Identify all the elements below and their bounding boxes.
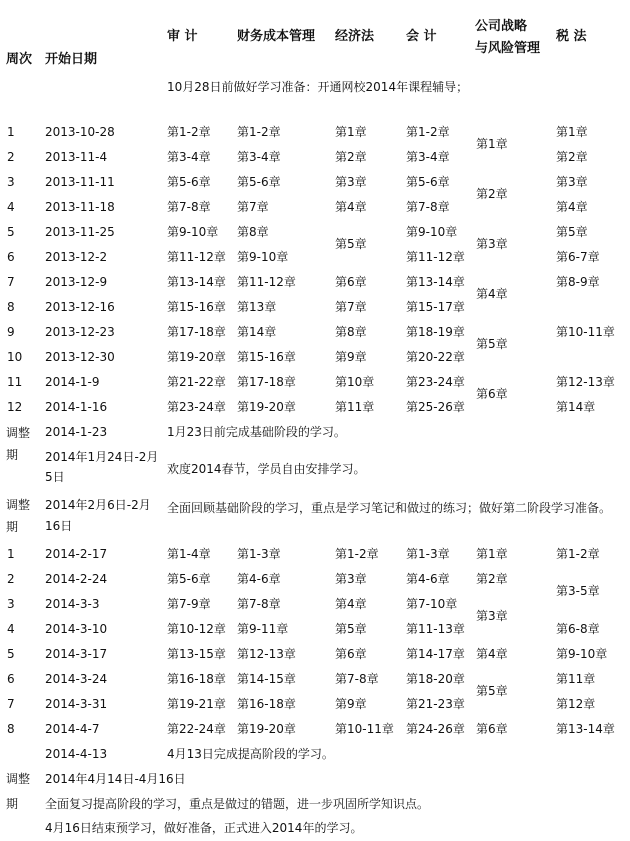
table-row-date: 2014-3-24 (45, 672, 108, 686)
table-row-week: 1 (7, 547, 15, 561)
fin-cell: 第19-20章 (237, 722, 296, 736)
strategy-merged-cell: 第5章 (476, 337, 508, 351)
table-row-week: 5 (7, 225, 15, 239)
acct-cell: 第13-14章 (406, 275, 465, 289)
table-row-date: 2014-3-31 (45, 697, 108, 711)
econ-cell: 第1章 (335, 125, 367, 139)
acct-cell: 第3-4章 (406, 150, 450, 164)
fin-cell: 第1-2章 (237, 125, 281, 139)
table-row-week: 10 (7, 350, 23, 364)
audit-cell: 第3-4章 (167, 150, 211, 164)
table-row-date: 2014-3-10 (45, 622, 108, 636)
audit-cell: 第11-12章 (167, 250, 226, 264)
audit-cell: 第9-10章 (167, 225, 219, 239)
audit-header: 审 计 (167, 29, 198, 44)
financial-cost-header: 财务成本管理 (237, 29, 316, 44)
week-header: 周次 (6, 52, 33, 67)
fin-cell: 第9-10章 (237, 250, 289, 264)
table-row-date: 2013-11-11 (45, 175, 115, 189)
strategy-merged-cell: 第2章 (476, 187, 508, 201)
econ-cell: 第6章 (335, 647, 367, 661)
stage2-end-note: 4月13日完成提高阶段的学习。 (167, 747, 334, 761)
acct-cell: 第18-19章 (406, 325, 465, 339)
tax-cell: 第12章 (556, 697, 596, 711)
table-row-date: 2014-1-9 (45, 375, 100, 389)
audit-cell: 第13-14章 (167, 275, 226, 289)
fin-cell: 第9-11章 (237, 622, 289, 636)
audit-cell: 第1-2章 (167, 125, 211, 139)
adjust-note: 全面回顾基础阶段的学习，重点是学习笔记和做过的练习；做好第二阶段学习准备。 (167, 501, 612, 515)
fin-cell: 第4-6章 (237, 572, 281, 586)
econ-cell: 第4章 (335, 200, 367, 214)
table-row-week: 6 (7, 672, 15, 686)
fin-cell: 第7章 (237, 200, 269, 214)
table-row-date: 2014-1-16 (45, 400, 108, 414)
tax-cell: 第5章 (556, 225, 588, 239)
adjust-label: 期 (6, 520, 19, 534)
acct-cell: 第20-22章 (406, 350, 465, 364)
table-row-week: 8 (7, 722, 15, 736)
holiday-note: 欢度2014春节，学员自由安排学习。 (167, 462, 366, 476)
acct-cell: 第11-12章 (406, 250, 465, 264)
fin-cell: 第19-20章 (237, 400, 296, 414)
fin-cell: 第13章 (237, 300, 277, 314)
adjust-label: 期 (6, 448, 19, 462)
table-row-date: 2014-3-3 (45, 597, 100, 611)
fin-cell: 第15-16章 (237, 350, 296, 364)
econ-cell: 第4章 (335, 597, 367, 611)
table-row-week: 5 (7, 647, 15, 661)
acct-cell: 第24-26章 (406, 722, 465, 736)
adjust-label: 期 (6, 797, 19, 811)
tax-cell: 第1-2章 (556, 547, 600, 561)
strategy-merged-cell: 第1章 (476, 137, 508, 151)
adjust-label: 调整 (6, 498, 31, 512)
table-row-date: 2013-12-16 (45, 300, 115, 314)
audit-cell: 第13-15章 (167, 647, 226, 661)
adjust-label: 调整 (6, 426, 31, 440)
tax-cell: 第9-10章 (556, 647, 608, 661)
fin-cell: 第3-4章 (237, 150, 281, 164)
audit-cell: 第22-24章 (167, 722, 226, 736)
acct-cell: 第18-20章 (406, 672, 465, 686)
fin-cell: 第17-18章 (237, 375, 296, 389)
fin-cell: 第14章 (237, 325, 277, 339)
audit-cell: 第5-6章 (167, 175, 211, 189)
fin-cell: 第16-18章 (237, 697, 296, 711)
table-row-week: 3 (7, 597, 15, 611)
econ-cell: 第6章 (335, 275, 367, 289)
tax-merged-cell: 第3-5章 (556, 584, 600, 598)
tax-cell: 第6-7章 (556, 250, 600, 264)
holiday-date: 5日 (45, 470, 65, 484)
acct-cell: 第9-10章 (406, 225, 458, 239)
audit-cell: 第16-18章 (167, 672, 226, 686)
stage2-end-date: 2014-4-13 (45, 747, 108, 761)
acct-cell: 第7-8章 (406, 200, 450, 214)
acct-cell: 第1-2章 (406, 125, 450, 139)
table-row-date: 2014-3-17 (45, 647, 108, 661)
acct-cell: 第1-3章 (406, 547, 450, 561)
table-row-week: 1 (7, 125, 15, 139)
tax-cell: 第1章 (556, 125, 588, 139)
audit-cell: 第7-8章 (167, 200, 211, 214)
holiday-date: 2014年1月24日-2月 (45, 450, 159, 464)
tax-cell: 第4章 (556, 200, 588, 214)
table-row-week: 12 (7, 400, 23, 414)
audit-cell: 第19-21章 (167, 697, 226, 711)
adjust-label: 调整 (6, 772, 31, 786)
accounting-header: 会 计 (406, 29, 437, 44)
econ-cell: 第9章 (335, 350, 367, 364)
econ-cell: 第7章 (335, 300, 367, 314)
table-row-date: 2014-2-24 (45, 572, 108, 586)
fin-cell: 第12-13章 (237, 647, 296, 661)
strategy-merged-cell: 第3章 (476, 609, 508, 623)
strategy-merged-cell: 第3章 (476, 237, 508, 251)
table-row-date: 2013-12-23 (45, 325, 115, 339)
tax-cell: 第8-9章 (556, 275, 600, 289)
adjust-note: 1月23日前完成基础阶段的学习。 (167, 425, 346, 439)
tax-law-header: 税 法 (556, 29, 587, 44)
table-row-date: 2014-4-7 (45, 722, 100, 736)
acct-cell: 第5-6章 (406, 175, 450, 189)
audit-cell: 第21-22章 (167, 375, 226, 389)
tax-cell: 第14章 (556, 400, 596, 414)
tax-cell: 第3章 (556, 175, 588, 189)
fin-cell: 第11-12章 (237, 275, 296, 289)
econ-cell: 第3章 (335, 572, 367, 586)
econ-cell: 第1-2章 (335, 547, 379, 561)
econ-cell: 第10-11章 (335, 722, 394, 736)
strategy-header-line2: 与风险管理 (475, 41, 541, 56)
table-row-date: 2013-10-28 (45, 125, 115, 139)
table-row-week: 7 (7, 697, 15, 711)
econ-cell: 第3章 (335, 175, 367, 189)
acct-cell: 第4-6章 (406, 572, 450, 586)
table-row-week: 2 (7, 572, 15, 586)
acct-cell: 第7-10章 (406, 597, 458, 611)
econ-cell: 第2章 (335, 150, 367, 164)
table-row-date: 2013-11-4 (45, 150, 108, 164)
table-row-date: 2013-12-9 (45, 275, 108, 289)
strategy-merged-cell: 第4章 (476, 647, 508, 661)
table-row-week: 3 (7, 175, 15, 189)
table-row-date: 2014-2-17 (45, 547, 108, 561)
table-row-week: 9 (7, 325, 15, 339)
strategy-merged-cell: 第4章 (476, 287, 508, 301)
acct-cell: 第15-17章 (406, 300, 465, 314)
strategy-merged-cell: 第6章 (476, 722, 508, 736)
final-note: 4月16日结束预学习，做好准备，正式进入2014年的学习。 (45, 821, 363, 835)
adjust-date: 2014-1-23 (45, 425, 108, 439)
table-row-week: 4 (7, 622, 15, 636)
audit-cell: 第10-12章 (167, 622, 226, 636)
final-review-note: 全面复习提高阶段的学习，重点是做过的错题，进一步巩固所学知识点。 (45, 797, 430, 811)
audit-cell: 第23-24章 (167, 400, 226, 414)
tax-cell: 第12-13章 (556, 375, 615, 389)
acct-cell: 第23-24章 (406, 375, 465, 389)
econ-merged-cell: 第5章 (335, 237, 367, 251)
economic-law-header: 经济法 (335, 29, 375, 44)
adjust-date: 16日 (45, 519, 73, 533)
table-row-date: 2013-11-25 (45, 225, 115, 239)
audit-cell: 第17-18章 (167, 325, 226, 339)
adjust-date: 2014年2月6日-2月 (45, 498, 151, 512)
table-row-date: 2013-12-30 (45, 350, 115, 364)
start-date-header: 开始日期 (45, 52, 98, 67)
audit-cell: 第1-4章 (167, 547, 211, 561)
tax-cell: 第13-14章 (556, 722, 615, 736)
tax-cell: 第11章 (556, 672, 596, 686)
acct-cell: 第21-23章 (406, 697, 465, 711)
adjust-date: 2014年4月14日-4月16日 (45, 772, 186, 786)
fin-cell: 第5-6章 (237, 175, 281, 189)
fin-cell: 第8章 (237, 225, 269, 239)
table-row-week: 8 (7, 300, 15, 314)
tax-cell: 第10-11章 (556, 325, 615, 339)
strategy-header-line1: 公司战略 (475, 19, 528, 34)
tax-cell: 第6-8章 (556, 622, 600, 636)
tax-cell: 第2章 (556, 150, 588, 164)
strategy-merged-cell: 第2章 (476, 572, 508, 586)
acct-cell: 第11-13章 (406, 622, 465, 636)
audit-cell: 第15-16章 (167, 300, 226, 314)
table-row-date: 2013-11-18 (45, 200, 115, 214)
econ-cell: 第8章 (335, 325, 367, 339)
econ-cell: 第5章 (335, 622, 367, 636)
fin-cell: 第1-3章 (237, 547, 281, 561)
econ-cell: 第9章 (335, 697, 367, 711)
econ-cell: 第10章 (335, 375, 375, 389)
audit-cell: 第7-9章 (167, 597, 211, 611)
table-row-week: 2 (7, 150, 15, 164)
econ-cell: 第7-8章 (335, 672, 379, 686)
table-row-week: 7 (7, 275, 15, 289)
fin-cell: 第14-15章 (237, 672, 296, 686)
table-row-week: 11 (7, 375, 23, 389)
table-row-week: 4 (7, 200, 15, 214)
fin-cell: 第7-8章 (237, 597, 281, 611)
audit-cell: 第19-20章 (167, 350, 226, 364)
strategy-merged-cell: 第5章 (476, 684, 508, 698)
table-row-date: 2013-12-2 (45, 250, 108, 264)
strategy-merged-cell: 第1章 (476, 547, 508, 561)
pre-start-note: 10月28日前做好学习准备：开通网校2014年课程辅导； (167, 80, 469, 94)
audit-cell: 第5-6章 (167, 572, 211, 586)
econ-cell: 第11章 (335, 400, 375, 414)
acct-cell: 第14-17章 (406, 647, 465, 661)
acct-cell: 第25-26章 (406, 400, 465, 414)
strategy-merged-cell: 第6章 (476, 387, 508, 401)
table-row-week: 6 (7, 250, 15, 264)
